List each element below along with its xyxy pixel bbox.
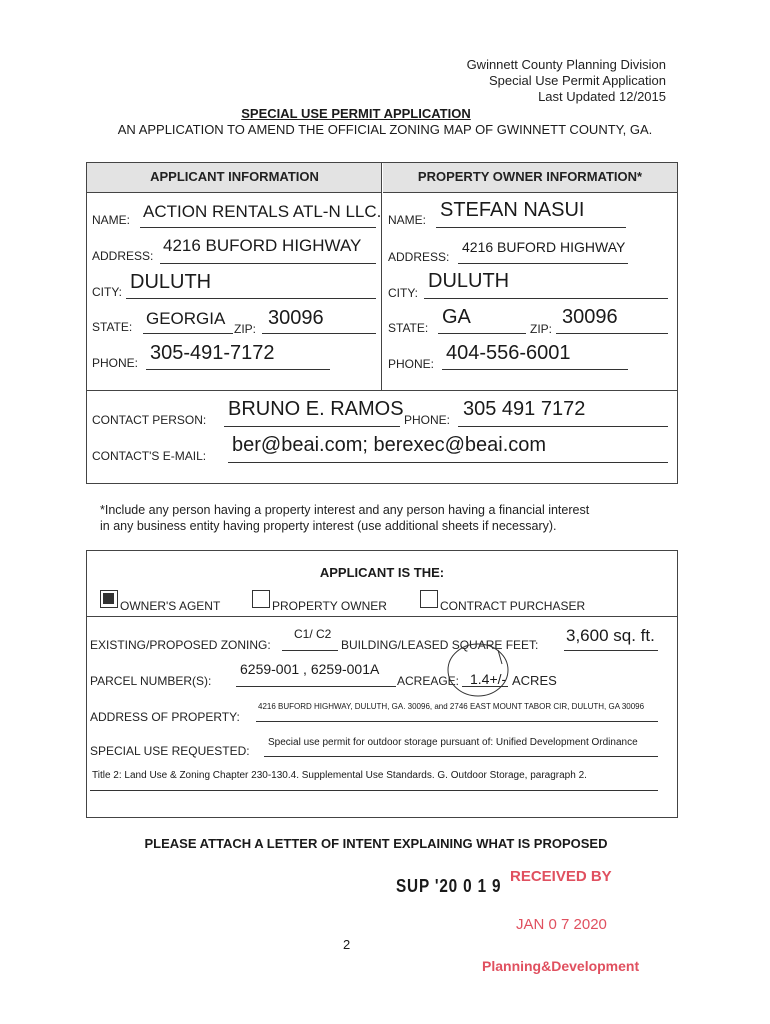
owner-address-label: ADDRESS: xyxy=(388,250,450,264)
owner-zip-label: ZIP: xyxy=(530,322,553,336)
sqft-label: BUILDING/LEASED SQUARE FEET: xyxy=(341,638,539,652)
owner-city-value[interactable]: DULUTH xyxy=(428,270,510,292)
applicant-name-value[interactable]: ACTION RENTALS ATL-N LLC. xyxy=(143,202,382,221)
applicant-zip-label: ZIP: xyxy=(234,322,257,336)
contact-phone-line xyxy=(458,426,668,427)
owner-name-label: NAME: xyxy=(388,213,427,227)
owner-zip-line xyxy=(556,333,668,334)
case-number: SUP '20 0 1 9 xyxy=(396,876,502,896)
owner-name-line xyxy=(436,227,626,228)
acreage-value[interactable]: 1.4+/- xyxy=(470,671,507,687)
owner-state-value[interactable]: GA xyxy=(442,306,471,328)
applicant-heading: APPLICANT INFORMATION xyxy=(87,163,382,193)
owner-state-label: STATE: xyxy=(388,321,429,335)
stamp-received-by: RECEIVED BY xyxy=(510,868,612,885)
applicant-zip-line xyxy=(262,333,376,334)
owner-state-line xyxy=(438,333,526,334)
contact-person-line xyxy=(224,426,400,427)
property-address-line xyxy=(256,721,658,722)
stamp-date: JAN 0 7 2020 xyxy=(516,916,607,933)
zoning-line xyxy=(282,650,338,651)
applicant-phone-value[interactable]: 305-491-7172 xyxy=(150,342,275,364)
contact-phone-label: PHONE: xyxy=(404,413,451,427)
property-owner-checkbox[interactable] xyxy=(252,590,270,608)
footnote-line2: in any business entity having property interest (use additional sheets if necessary). xyxy=(100,519,557,533)
contract-purchaser-label: CONTRACT PURCHASER xyxy=(440,599,586,613)
applicant-phone-label: PHONE: xyxy=(92,356,139,370)
footnote-line1: *Include any person having a property interest and any person having a financial interest xyxy=(100,503,590,517)
contact-person-value[interactable]: BRUNO E. RAMOS xyxy=(228,398,404,420)
applicant-address-value[interactable]: 4216 BUFORD HIGHWAY xyxy=(163,236,362,255)
page-subtitle: AN APPLICATION TO AMEND THE OFFICIAL ZONING MAP OF GWINNETT COUNTY, GA. xyxy=(117,122,653,137)
owner-name-value[interactable]: STEFAN NASUI xyxy=(440,199,585,221)
parcel-value[interactable]: 6259-001 , 6259-001A xyxy=(240,661,380,677)
applicant-city-value[interactable]: DULUTH xyxy=(130,271,212,293)
acreage-unit: ACRES xyxy=(512,673,557,688)
applicant-name-line xyxy=(140,227,376,228)
property-address-value[interactable]: 4216 BUFORD HIGHWAY, DULUTH, GA. 30096, and 2746 EAST MOUNT TABOR CIR, DULUTH, GA 30096 xyxy=(258,702,645,711)
applicant-address-label: ADDRESS: xyxy=(92,249,154,263)
property-address-label: ADDRESS OF PROPERTY: xyxy=(90,710,240,724)
sqft-value[interactable]: 3,600 sq. ft. xyxy=(566,626,655,645)
header-form-name: Special Use Permit Application xyxy=(488,73,666,88)
applicant-city-label: CITY: xyxy=(92,285,123,299)
contact-email-value[interactable]: ber@beai.com; berexec@beai.com xyxy=(232,434,547,456)
acreage-handwritten-circle xyxy=(440,634,520,700)
contact-email-line xyxy=(228,462,668,463)
contact-email-label: CONTACT'S E-MAIL: xyxy=(92,449,207,463)
contact-person-label: CONTACT PERSON: xyxy=(92,413,207,427)
section-divider xyxy=(87,390,677,391)
owner-city-line xyxy=(424,298,668,299)
applicant-state-value[interactable]: GEORGIA xyxy=(146,309,226,328)
zoning-label: EXISTING/PROPOSED ZONING: xyxy=(90,638,271,652)
page-number: 2 xyxy=(343,937,351,952)
owner-city-label: CITY: xyxy=(388,286,419,300)
owner-phone-value[interactable]: 404-556-6001 xyxy=(446,342,571,364)
owner-phone-line xyxy=(442,369,628,370)
special-use-label: SPECIAL USE REQUESTED: xyxy=(90,744,250,758)
sqft-line xyxy=(564,650,658,651)
owner-address-line xyxy=(458,263,628,264)
applicant-is-divider xyxy=(87,616,677,617)
applicant-city-line xyxy=(126,298,376,299)
owner-zip-value[interactable]: 30096 xyxy=(562,306,618,328)
applicant-name-label: NAME: xyxy=(92,213,131,227)
parcel-label: PARCEL NUMBER(S): xyxy=(90,674,212,688)
special-use-value-line1[interactable]: Special use permit for outdoor storage pursuant of: Unified Development Ordinance xyxy=(268,737,638,748)
owners-agent-label: OWNER'S AGENT xyxy=(120,599,221,613)
page-title: SPECIAL USE PERMIT APPLICATION xyxy=(241,106,471,121)
owner-address-value[interactable]: 4216 BUFORD HIGHWAY xyxy=(462,239,626,255)
applicant-state-line xyxy=(143,333,233,334)
applicant-is-heading: APPLICANT IS THE: xyxy=(319,565,445,580)
zoning-value[interactable]: C1/ C2 xyxy=(294,627,332,641)
attach-note: PLEASE ATTACH A LETTER OF INTENT EXPLAINING WHAT IS PROPOSED xyxy=(144,836,608,851)
property-owner-label: PROPERTY OWNER xyxy=(272,599,387,613)
acreage-label: ACREAGE: xyxy=(397,674,460,688)
special-use-line2 xyxy=(90,790,658,791)
parcel-line xyxy=(236,686,396,687)
applicant-zip-value[interactable]: 30096 xyxy=(268,307,324,329)
owner-heading: PROPERTY OWNER INFORMATION* xyxy=(383,163,677,193)
special-use-line1 xyxy=(264,756,658,757)
owner-phone-label: PHONE: xyxy=(388,357,435,371)
special-use-value-line2[interactable]: Title 2: Land Use & Zoning Chapter 230-130.4. Supplemental Use Standards. G. Outdoor Storage, paragraph 2. xyxy=(92,770,587,781)
applicant-address-line xyxy=(160,263,376,264)
applicant-phone-line xyxy=(146,369,330,370)
stamp-department: Planning&Development xyxy=(482,958,640,974)
header-updated: Last Updated 12/2015 xyxy=(538,89,666,104)
owners-agent-checkbox[interactable] xyxy=(100,590,118,608)
contact-phone-value[interactable]: 305 491 7172 xyxy=(463,398,586,420)
header-division: Gwinnett County Planning Division xyxy=(466,57,666,72)
applicant-state-label: STATE: xyxy=(92,320,133,334)
contract-purchaser-checkbox[interactable] xyxy=(420,590,438,608)
column-divider xyxy=(381,163,382,391)
